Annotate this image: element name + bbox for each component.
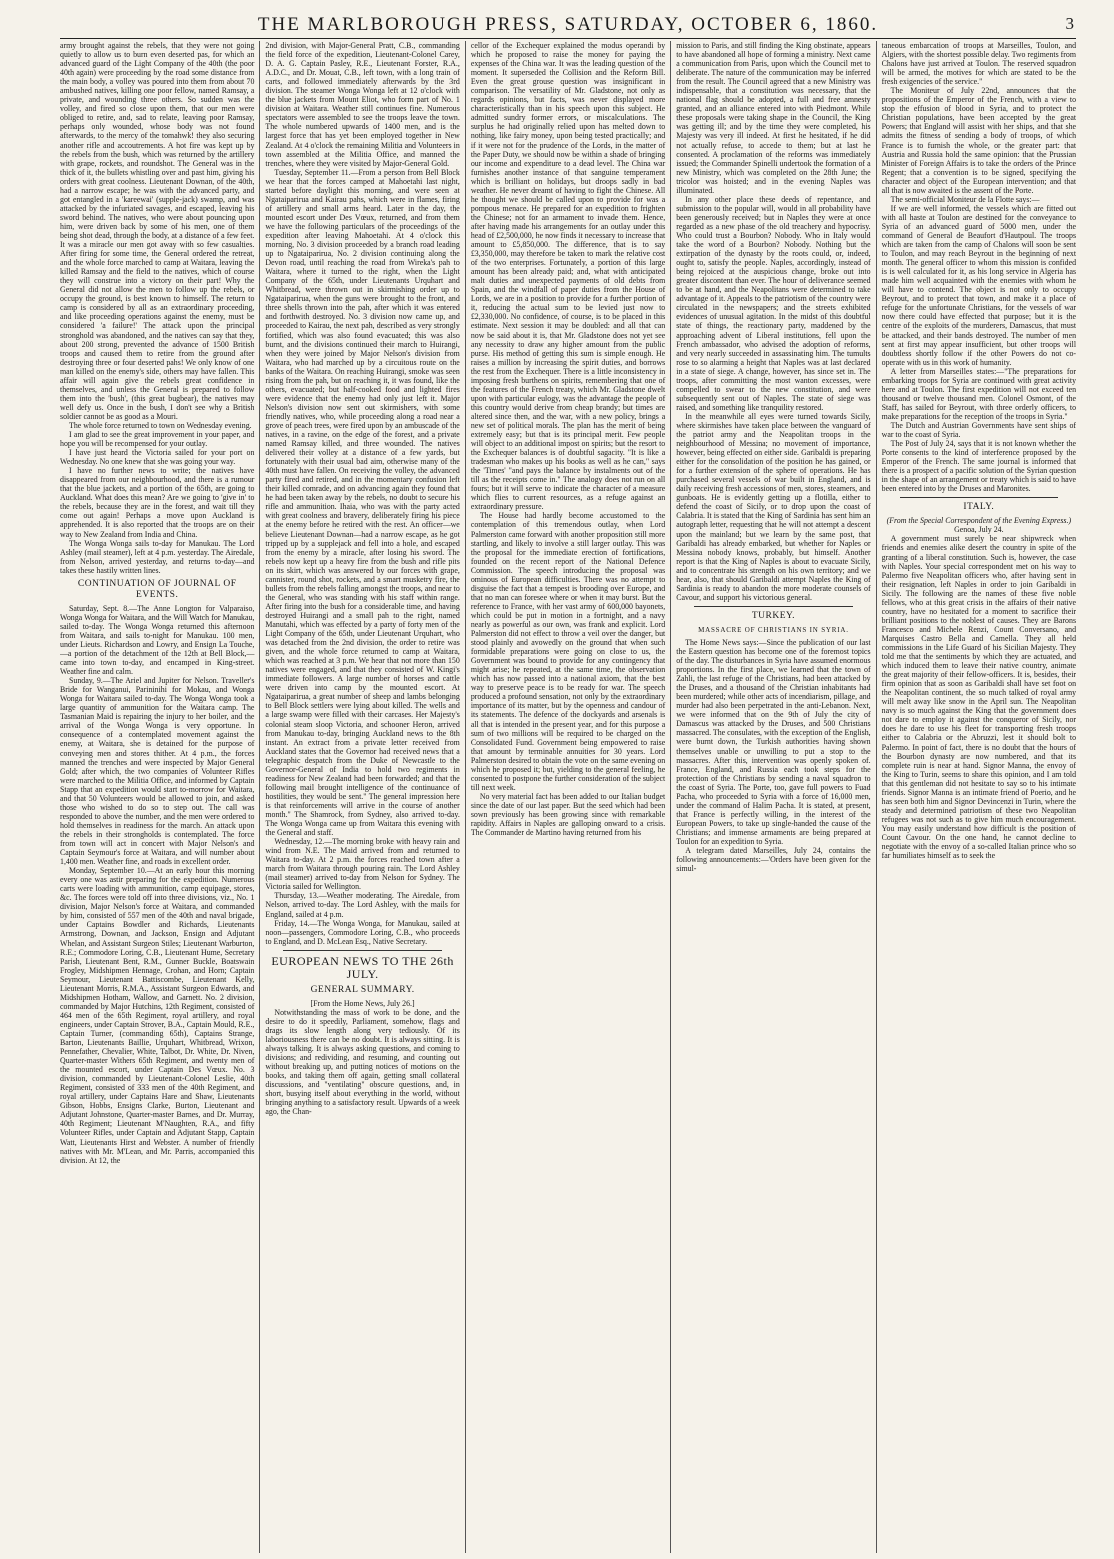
masthead	[60, 8, 1076, 39]
divider	[694, 606, 852, 607]
column-3	[465, 41, 670, 1553]
paragraph: The Post of July 24, says that it is not known whether the Porte consents to the kind of interference proposed by the Emperor of the French. The same journal is informed that there is a prospect of a pacific solution of the Syrian question in the shape of an arrangement or treaty which is said to have been entered into by the Druses and Maronites.	[881, 439, 1077, 494]
paragraph: A telegram dated Marseilles, July 24, contains the following announcements:—'Orders have been given for the simul-	[676, 846, 871, 874]
paragraph: The whole force returned to town on Wednesday evening.	[69, 420, 252, 430]
paragraph: cellor of the Exchequer explained the modus operandi by which he proposed to raise the money for paying the expenses of the China war. It was the leading question of the moment. It superseded the Collision and the Reform Bill. Even the great grouse question was insignificant in comparison. The versatility of Mr. Gladstone, not only as regards opinions, but facts, was never displayed more characteristically than in his speech upon this subject. He admitted sundry former errors, or miscalculations. The surplus he had originally relied upon has melted down to nothing, like fairy money, upon being tested practically; and if it were not for the prudence of the Lords, in the matter of the Paper Duty, we should now be within a shade of bringing our income and expenditure to a dead level. The China war furnishes another instance of that sanguine temperament which is brilliant on holidays, but droops sadly in bad weather. He never dreamt of having to fight the Chinese. All he thought we should be called upon to provide for was a pompous menace. He prepared for an expedition to frighten the Chinese; not for an armament to invade them. Hence, after having made his arrangements for an outlay under this head of £2,500,000, he now finds it necessary to increase that amount to £5,850,000. The difference, that is to say £3,350,000, may therefore be taken to mark the relative cost of the two enterprises. Fortunately, a portion of this large amount has been already paid; and, what with anticipated malt duties and unexpected payments of old debts from Spain, and the windfall of paper duties from the House of Lords, we are in a position to provide for a further portion of it, reducing the actual sum to be levied just now to £2,330,000. No confidence, of course, is to be placed in this estimate. Next session it may be doubled: and all that can now be said about it is, that Mr. Gladstone does not yet see any necessity to draw any higher amount from the public purse. His method of getting this sum is simple enough. He raises a million by increasing the spirit duties, and borrows the rest from the Exchequer. There is a little inconsistency in imposing fresh burthens on spirits, remembering that one of the features of the French treaty, which Mr. Gladstone dwelt upon with particular eulogy, was the advantage the people of this country would derive from cheap brandy; but times are altered since then, and the war, with a new policy, brings a new set of political morals. The plan has the merit of being extremely easy; but that is its principal merit. Few people will object to an additional impost on spirits; but the resort to the Exchequer balances is of doubtful sagacity. "It is like a tradesman who makes up his books as well as he can," says the 'Times' "and pays the balance by instalments out of the till as the receipts come in." The analogy does not run on all fours; but it will serve to indicate the character of a measure which flies to current resources, as a refuge against an extraordinary pressure.	[470, 41, 666, 512]
newspaper-title: THE MARLBOROUGH PRESS, SATURDAY, OCTOBER 6, 1860.	[257, 14, 879, 35]
paragraph: The House had hardly become accustomed to the contemplation of this tremendous outlay, when Lord Palmerston came forward with another proposition still more startling, and likely to involve a still larger outlay. This was the proposal for the immediate erection of fortifications, founded on the recent report of the National Defence Commission. The speech introducing the proposal was ominous of European difficulties. There was no attempt to disguise the fact that a tempest is brooding over Europe, and that no man can foresee where or when it may burst. But the reference to France, with her vast army of 600,000 bayonets, which could be put in motion in a fortnight, and a navy nearly as powerful as our own, was frank and explicit. Lord Palmerston did not effect to throw a veil over the danger, but stood plainly and avowedly on the ground that when such formidable preparations were going on close to us, the Government was bound to provide for any contingency that might arise; he repeated, at the same time, the observation which has now passed into a national axiom, that the best way to preserve peace is to be ready for war. The speech produced a profound sensation, not only by the extraordinary importance of its matter, but by the openness and candour of its statements. The defence of the dockyards and arsenals is all that is intended in the present year, and for this purpose a sum of two millions will be required to be charged on the Consolidated Fund. Government being empowered to raise that amount by terminable annuities for 30 years. Lord Palmerston desired to obtain the vote on the same evening on which he proposed it; but, yielding to the general feeling, he consented to postpone the further consideration of the subject till next week.	[470, 511, 666, 792]
paragraph: Sunday, 9.—The Ariel and Jupiter for Nelson. Traveller's Bride for Wanganui, Parininihi for Mokau, and Wonga Wonga for Waitara sailed to-day. The Wonga Wonga took a large quantity of ammunition for the Waitara camp. The Tasmanian Maid is repairing the injury to her boiler, and the arrival of the Wonga Wonga is very opportune. In consequence of a contemplated movement against the enemy, at Waitara, she is detained for the purpose of conveying men and stores thither. At 4 p.m., the forces manned the trenches and were inspected by Major General Gold; after which, the two companies of Volunteer Rifles were marched to the Militia Office, and informed by Captain Stapp that an expedition would start to-morrow for Waitara, and that 50 Volunteers would be allowed to join, and asked those who wished to do so to step out. The call was responded to above the number, and the men were ordered to hold themselves in readiness for the march. An attack upon the rebels in their strongholds is contemplated. The force from town will act in concert with Major Nelson's and Captain Seymour's force at Waitara, and will number about 1,400 men. Weather fine, and roads in excellent order.	[60, 676, 255, 867]
divider	[900, 497, 1058, 498]
paragraph: mission to Paris, and still finding the King obstinate, appears to have abandoned all hope of forming a ministry. Next came a communication from Paris, upon which the Council met to deliberate. The nature of the communication may be inferred from the result. The Council agreed that a new Ministry was indispensable, that a constitution was necessary, that the national flag should be adopted, a full and free amnesty granted, and an alliance entered into with Piedmont. While these proposals were taking shape in the Council, the King was getting ill; and by the time they were completed, his Majesty was very ill indeed. At first he hesitated, if he did not actually refuse, to accede to them; but at last he consented. A proclamation of the reforms was immediately issued; the Commander Spinelli undertook the formation of a new Ministry, which was completed on the 28th June; the tricolor was hoisted; and in the evening Naples was illuminated.	[676, 41, 871, 195]
section-heading: ITALY.	[963, 502, 995, 513]
paragraph: I have just heard the Victoria sailed for your port on Wednesday. No one knew that she was going your way.	[60, 448, 255, 467]
section-subheading: (From the Special Correspondent of the Evening Express.)	[886, 516, 1072, 526]
article-columns	[60, 41, 1076, 1553]
paragraph: The Dutch and Austrian Governments have sent ships of war to the coast of Syria.	[881, 420, 1077, 440]
paragraph: Saturday, Sept. 8.—The Anne Longton for Valparaiso, Wonga Wonga for Waitara, and the Will Watch for Manukau, sailed to-day. The Wonga Wonga returned this afternoon from Waitara, and sails to-night for Manukau. 100 men, under Lieuts. Richardson and Lowry, and Ensign La Touche,—a portion of the detachment of the 12th at Bell Block,—came into town to-day, and encamped in King-street. Weather fine and calm.	[60, 603, 255, 677]
paragraph: The Wonga Wonga sails to-day for Manukau. The Lord Ashley (mail steamer), left at 4 p.m. yesterday. The Airedale, from Nelson, arrived yesterday, and returns to-day—and takes these hastily written lines.	[60, 538, 255, 575]
paragraph: The semi-official Moniteur de la Flotte says:—	[890, 194, 1040, 204]
paragraph: Wednesday, 12.—The morning broke with heavy rain and wind from N.E. The Maid arrived from and returned to Waitara to-day. At 2 p.m. the forces reached town after a march from Waitara through pouring rain. The Lord Ashley (mail steamer) arrived to-day from Nelson for Sydney. The Victoria sailed for Wellington.	[265, 837, 460, 892]
paragraph: Monday, September 10.—At an early hour this morning every one was astir preparing for the expedition. Numerous carts were loading with ammunition, camp equipage, stores, &c. The forces were told off into three divisions, viz., No. 1 division, Major Nelson's force at Waitara, and commanded by him, consisted of 557 men of the 40th and naval brigade, under Captains Bowdler and Richards, Lieutenants Armstrong, Downan, and Jackson, Ensign and Adjutant Whelan, and Assistant Surgeon Stiles; Lieutenant Warburton, R.E.; Commodore Loring, C.B., Lieutenant Hume, Secretary Parish, Lieutenant Bent, R.M., Gunner Buckle, Boatswain Frogley, Midshipmen Hennage, Crohan, and Horn; Captain Seymour, Lieutenant Battiscombe, Lieutenant Kelly, Lieutenant Morris, R.M.A., Assistant Surgeon Edwards, and Midshipmen Hotham, Wallow, and Garnett. No. 2 division, commanded by Major Hutchins, 12th Regiment, consisted of 464 men of the 65th Regiment, royal artillery, and royal engineers, under Captain Strover, B.A., Captain Mould, R.E., Captain Turner, (commanding 65th), Captains Strange, Barton, Lieutenants Baillie, Urquhart, Whitbread, Wrixon, Pennefather, Chevalier, White, Talbot, Dr. White, Dr. Niven, Quarter-master Withers 65th Regiment, and twenty men of the mounted escort, under Captain Des Vœux. No. 3 division, commanded by Lieutenant-Colonel Leslie, 40th Regiment, consisted of 333 men of the 40th Regiment, and royal artillery, under Captains Hare and Shaw, Lieutenants Gibson, Hobbs, Ensigns Clarke, Burton, Lieutenant and Adjutant Johnstone, Quarter-master Barnes, and Dr. Murray, 40th Regiment; Lieutenant M'Naughten, R.A., and fifty Volunteer Rifles, under Captain and Adjutant Stapp, Captain Watt, Lieutenants Hirst and Webster. A number of friendly natives with Mr. M'Lean, and Mr. Parris, accompanied this division. At 12, the	[60, 866, 255, 1165]
column-1	[60, 41, 259, 1553]
paragraph: In any other place these deeds of repentance, and submission to the popular will, would in all probability have been generously received; but in Naples they were at once regarded as a new phase of the old treachery and hypocrisy. Who could trust a Bourbon? Nobody. Who in Italy would take the word of a Bourbon? Nobody. Nothing but the extirpation of the dynasty by the roots could, or, indeed, ought to, satisfy the people. Naples, accordingly, instead of being rejoiced at the auspicious change, broke out into greater discontent than ever. The hour of deliverance seemed to be at hand, and the Neapolitans were determined to take advantage of it. Appeals to the patriotism of the country were circulated in the newspapers; and the streets exhibited evidences of unusual agitation. In the midst of this doubtful state of things, the reactionary party, maddened by the approaching advent of Liberal institutions, fell upon the French ambassador, who advised the adoption of reforms, and very nearly succeeded in assassinating him. The tumults rose to so alarming a height that Naples was at last declared in a state of siege. A change, however, has since set in. The troops, after committing the most wanton excesses, were compelled to swear to the new constitution, and were subsequently sent out of Naples. The state of siege was raised, and something like tranquility restored.	[676, 194, 871, 412]
paragraph: 2nd division, with Major-General Pratt, C.B., commanding the field force of the expedition, Lieutenant-Colonel Carey, D. A. G. Captain Pasley, R.E., Lieutenant Forster, R.A., A.D.C., and Dr. Mouat, C.B., left town, with a long train of carts, and followed immediately afterwards by the 3rd division. The steamer Wonga Wonga left at 12 o'clock with the blue jackets from Mount Eliot, who form part of No. 1 division at Waitara. Weather still continues fine. Numerous spectators were assembled to see the troops leave the town. The whole numbered upwards of 1400 men, and is the largest force that has yet been employed together in New Zealand. At 4 o'clock the remaining Militia and Volunteers in town assembled at the Militia Office, and manned the trenches, where they were visited by Major-General Gold.	[265, 41, 460, 168]
paragraph: In the meanwhile all eyes were turned towards Sicily, where skirmishes have taken place between the vanguard of the patriot army and the Neapolitan troops in the neighbourhood of Messina; no movement of importance, however, being effected on either side. Garibaldi is preparing either for the consolidation of the position he has gained, or for a further extension of the sphere of operations. He has purchased several vessels of war built in England, and is daily receiving fresh accessions of men, stores, steamers, and gunboats. He is evidently getting up a flotilla, either to defend the coast of Sicily, or to drop upon the coast of Calabria. It is stated that the King of Sardinia has sent him an autograph letter, requesting that he will not attempt a descent upon the mainland; but we learn by the same post, that Garibaldi has already embarked, but whether for Naples or Messina nobody knows, probably, but himself. Another report is that the King of Naples is about to evacuate Sicily, and to concentrate his strength on his own territory; and we hear, also, that should Garibaldi attempt Naples the King of Sardinia is ready to abandon the more moderate counsels of Cavour, and support his victorious general.	[676, 411, 871, 602]
paragraph: Thursday, 13.—Weather moderating. The Airedale, from Nelson, arrived to-day. The Lord Ashley, with the mails for England, sailed at 4 p.m.	[265, 891, 460, 919]
page-number: 3	[1065, 14, 1074, 33]
paragraph: If we are well informed, the vessels which are fitted out with all haste at Toulon are destined for the conveyance to Syria of an advanced guard of 5000 men, under the command of General de Beaufort d'Hautpoul. The troops which are taken from the camp of Chalons will soon be sent to Toulon, and may reach Beyrout in the beginning of next month. The general officer to whom this mission is confided is is well calculated for it, as his long service in Algeria has made him well acquainted with the enemies with whom he will have to contend. The object is not only to occupy Beyrout, and to protect that town, and make it a place of refuge for the unfortunate Christians, for the vessels of war now there could have effected that purpose; but it is the centre of the exploits of the murderers, Damascus, that must be attacked, and their bands destroyed. The number of men sent at first may appear insufficient, but other troops will doubtless shortly follow if the other Powers do not co-operate with us in this work of humanity.	[881, 203, 1077, 367]
paragraph: taneous embarcation of troops at Marseilles, Toulon, and Algiers, with the shortest possible delay. Two regiments from Chalons have just arrived at Toulon. The reserved squadron will be armed, the motives for which are stated to be the fresh exigencies of the service."	[881, 41, 1077, 87]
column-4	[670, 41, 875, 1553]
section-heading: CONTINUATION OF JOURNAL OF EVENTS.	[77, 578, 237, 600]
column-5	[876, 41, 1076, 1553]
paragraph: Friday, 14.—The Wonga Wonga, for Manukau, sailed at noon—passengers, Commodore Loring, C.B., who proceeds to England, and D. McLean Esq., Native Secretary.	[265, 918, 460, 946]
paragraph: No very material fact has been added to our Italian budget since the date of our last paper. But the seed which had been sown previously has been growing since with remarkable rapidity. Affairs in Naples are galloping onward to a crisis. The Commander de Martino having returned from his	[470, 791, 666, 838]
paragraph: The Home News says:—Since the publication of our last the Eastern question has become one of the foremost topics of the day. The disturbances in Syria have assumed enormous proportions. In the first place, we learned that the town of Zahli, the last refuge of the Christians, had been attacked by the Druses, and a thousand of the Christian inhabitants had been murdered; while other acts of incendiarism, pillage, and murder had also been perpetrated in the anti-Lebanon. Next, we were informed that on the 9th of July the city of Damascus was attacked by the Druses, and 500 Christians massacred. The consulates, with the exception of the English, were burnt down, the Turkish authorities having shown themselves unable or unwilling to put a stop to the massacres. After this, intervention was openly spoken of. France, England, and Russia each took steps for the protection of the Christians by sending a naval squadron to the coast of Syria. The Porte, too, gave full powers to Fuad Pacha, who proceeded to Syria with a force of 16,000 men, under the command of Halim Pacha. It is stated, at present, that France is perfectly willing, in the interest of the European Powers, to take up single-handed the cause of the Christians; and immense armaments are being prepared at Toulon for an expedition to Syria.	[676, 637, 871, 846]
paragraph: A government must surely be near shipwreck when friends and enemies alike desert the country in spite of the granting of a liberal constitution. Such is, however, the case with Naples. Your special correspondent met on his way to Palermo five Neapolitan officers who, after having sent in their resignation, left Naples in order to join Garibaldi in Sicily. The following are the names of these five noble fellows, who at this great crisis in the affairs of their native country, have no hesitated for a moment to sacrifice their brilliant positions to the noblest of causes. They are Barons Francesco and Michele Renzi, Count Conversano, and Marquises Castro Bella and Camella. They all held commissions in the Life Guard of his Sicilian Majesty. They told me that the sentiments by which they are actuated, and which induced them to leave their native country, animate the great majority of their fellow-officers. It is, besides, their firm opinion that as soon as Garibaldi shall have set foot on the Neapolitan continent, the so much talked of royal army will melt away like snow in the April sun. The Neapolitan navy is so much against the King that the government does not dare to employ it against the conqueror of Sicily, nor does he dare to use his fleet for transporting fresh troops either to Calabria or the Abruzzi, lest it should bolt to Palermo. In point of fact, there is no doubt that the hours of the Bourbon dynasty are now numbered, and that its complete ruin is near at hand. Signor Manna, the envoy of the King to Turin, seems to share this opinion, and I am told that this gentleman did not hesitate to say so to his intimate friends. Signor Manna is an intimate friend of Poerio, and he has seen both him and Signor Devincenzi in Turin, where the steady and determined patriotism of these two Neapolitan refugees was not such as to give him much encouragement. You may easily understand how difficult is the position of Count Cavour. On the one hand, he cannot decline to negotiate with the envoy of a so-called Italian prince who so far humiliates himself as to seek the	[881, 534, 1077, 861]
paragraph: The Moniteur of July 22nd, announces that the propositions of the Emperor of the French, with a view to stop the effusion of blood in Syria, and to protect the Christian populations, have been accepted by the great Powers; that England will assist with her ships, and that she admits the fitness of sending a body of troops, of which France is to furnish the whole, or the greater part: that Austria and Russia hold the same opinion: that the Prussian Minister of Foreign Affairs is to take the orders of the Prince Regent; that a convention is to be signed, specifying the character and object of the European intervention; and that all that is now awaited is the assent of the Porte.	[881, 86, 1077, 195]
paragraph: A letter from Marseilles states:—"The preparations for embarking troops for Syria are continued with great activity here and at Toulon. The first expedition will not exceed ten thousand or twelve thousand men. Colonel Osmont, of the Staff, has sailed for Beyrout, with three orderly officers, to make preparations for the reception of the troops in Syria."	[881, 366, 1077, 421]
section-subheading: GENERAL SUMMARY.	[310, 984, 415, 995]
source-note: [From the Home News, July 26.]	[310, 998, 415, 1008]
paragraph: army brought against the rebels, that they were not going quietly to allow us to burn even deserted pas, for which an advanced guard of the Light Company of the 40th (the poor 40th again) were proceeding by the road some distance from the main body, a volley was poured into them from about 70 ambushed natives, killing one poor fellow, named Ramsay, a private, and wounding three others. So sudden was the volley, and fired so close upon them, that our men were obliged to retire, and, sad to relate, leaving poor Ramsay, perhaps only wounded, whose body was not found afterwards, to the mercy of the tomahwk! they also securing another rifle and accoutrements. A hot fire was kept up by the rebels from the bush, which was returned by the artillery with grape, rockets, and roundshot. The General was in the thick of it, the bullets whistling over and past him, giving his orders with great coolness. Lieutenant Downan, of the 40th, had a narrow escape; he was with the advanced party, and got entangled in a 'kareewai' (supple-jack) swamp, and was attacked by the infuriated savages, and escaped, leaving his sword behind. The natives, who were about pouncing upon him, were driven back by some of his men, one of them being shot dead, through the body, at a distance of a few feet. It was a miracle our men got away with so few casualties. After firing for some time, the General ordered the retreat, and the whole force marched to camp at Waitara, leaving the killed Ramsay and the field to the natives, which of course they will construe into a victory on their part! Why the General did not allow the men to follow up the rebels, or occupy the ground, is best known to himself. The return to camp is considered by all as an extraordinary proceeding, and like proceeding operations against the enemy, must be considered 'a failure!' The attack upon the principal stronghold was abandoned, and the natives can say that they, about 200 strong, prevented the advance of 1500 British troops and caused them to retire from the ground after destroying three or four deserted pahs! We only know of one man killed on the enemy's side, others may have fallen. This affair will again give the rebels great confidence in themselves, and unless the General is prepared to follow them into the 'bush', (this great bugbear), the natives may well defy us. Once in the bush, I don't see why a British soldier cannot be as good as a Mouri.	[60, 41, 255, 421]
paragraph: I have no further news to write; the natives have disappeared from our neighbourhood, and there is a rumour that the blue jackets, and a portion of the 65th, are going to Auckland. What does this mean? Are we going to 'give in' to the rebels, because they are in the forest, and wait till they come out again! Perhaps a move upon Auckland is apprehended. It is also reported that the troops are on their way to New Zealand from India and China.	[60, 466, 255, 539]
dateline: Genoa, July 24.	[954, 525, 1004, 535]
divider	[283, 950, 441, 951]
section-subheading: MASSACRE OF CHRISTIANS IN SYRIA.	[698, 625, 849, 634]
paragraph: Notwithstanding the mass of work to be done, and the desire to do it speedily, Parliament, somehow, flags and drags its slow length along very tediously. Of its laboriousness there can be no doubt. It is always sitting. It is always talking. It is always asking questions, and coming to divisions; and redividing, and resuming, and counting out without breaking up, and putting notices of motions on the books, and taking them off again, getting small collateral discussions, and "ventilating" obscure questions, and, in short, busying itself about everything in the world, without bringing anything to a satisfactory result. Upwards of a week ago, the Chan-	[265, 1007, 460, 1117]
column-2	[259, 41, 464, 1553]
paragraph: Tuesday, September 11.—From a person from Bell Block we hear that the forces camped at Mahoetahi last night, started before daylight this morning, and were seen at Ngataiparirua and Kairau pahs, which were in flames, firing of artillery and small arms heard. Later in the day, the mounted escort under Des Vœux, returned, and from them we have the following particulars of the proceedings of the expedition after leaving Mahoetahi. At 4 o'clock this morning, No. 3 division proceeded by a branch road leading up to Ngataiparirua, No. 2 division continuing along the Devon road, until reaching the road from Wireka's pah to Waitara, where it turned to the right, when the Light Company of the 65th, under Lieutenants Urquhart and Whitbread, were thrown out in skirmishing order up to Ngataiparirua, when the guns were brought to the front, and three shells thrown into the pah, after which it was entered and forthwith destroyed. No. 3 division now came up, and proceeded to Kairau, the next pah, described as very strongly fortified, which was also found evacuated; this was also burnt, and the divisions continued their march to Huirangi, when they were joined by Major Nelson's division from Waitara, who had marched up by a circuitous route on the banks of the Waitara. On reaching Huirangi, smoke was seen rising from the pah, but on reaching it, it was found, like the others, evacuated; but half-cooked food and lighted fires were evidence that the enemy had only just left it. Major Nelson's division now sent out skirmishers, with some friendly natives, who, while proceeding along a road near a grove of peach trees, were fired upon by an ambuscade of the natives, in a ravine, on the edge of the forest, and a private named Ramsay killed, and three wounded. The natives delivered their volley at a distance of a few yards, but fortunately with their usual bad aim, otherwise many of the 40th must have fallen. On receiving the volley, the advanced party fired and retired, and in the momentary confusion left their killed comrade, and on advancing again they found that he had been taken away by the rebels, no doubt to secure his rifle and ammunition. Ihaia, who was with the party acted with great coolness and bravery, deliberately firing his piece at the enemy before he retired with the rest. An officer—we believe Lieutenant Downan—had a narrow escape, as he got tripped up by a supplejack and fell into a hole, and escaped from the enemy by a miracle, after losing his sword. The rebels now kept up a heavy fire from the bush and rifle pits on its skirt, which was answered by our forces with grape, cannister, round shot, rockets, and a smart musketry fire, the bullets from the rebels falling amongst the troops, and near to the General, who was standing with his staff within range. After firing into the bush for a considerable time, and having destroyed Huirangi and a small pah to the right, named Manutahi, which was effected by a party of forty men of the Light Company of the 65th, under Lieutenant Urquhart, who was detached from the 2nd division, the order to retire was given, and the whole force returned to camp at Waitara, which was reached at 3 p.m. We hear that not more than 150 natives were engaged, and that they consisted of W. Kingi's immediate followers. A large number of horses and cattle were driven into camp by the mounted escort. At Ngataiparirua, a great number of sheep and lambs belonging to Bell Block settlers were lying about killed. The wells and a large swamp were filled with their carcases. Her Majesty's colonial steam sloop Victoria, and schooner Heron, arrived from Manukau to-day, bringing Auckland news to the 8th instant. An extract from a private letter received from Auckland states that the Governor had received news that a telegraphic despatch from the Duke of Newcastle to the Governor-General of India to hold two regiments in readiness for New Zealand had been forwarded; and that the following mail brought intelligence of the continuance of hostilities, they would be sent." The general impression here is that reinforcements will arrive in the course of another month." The Shamrock, from Sydney, also arrived to-day. The Wonga Wonga came up from Waitara this evening with the General and staff.	[265, 167, 460, 838]
paragraph: I am glad to see the great improvement in your paper, and hope you will be recompensed for your outlay.	[60, 430, 255, 449]
section-heading: EUROPEAN NEWS TO THE 26th JULY.	[271, 953, 454, 981]
section-heading: TURKEY.	[751, 610, 796, 621]
